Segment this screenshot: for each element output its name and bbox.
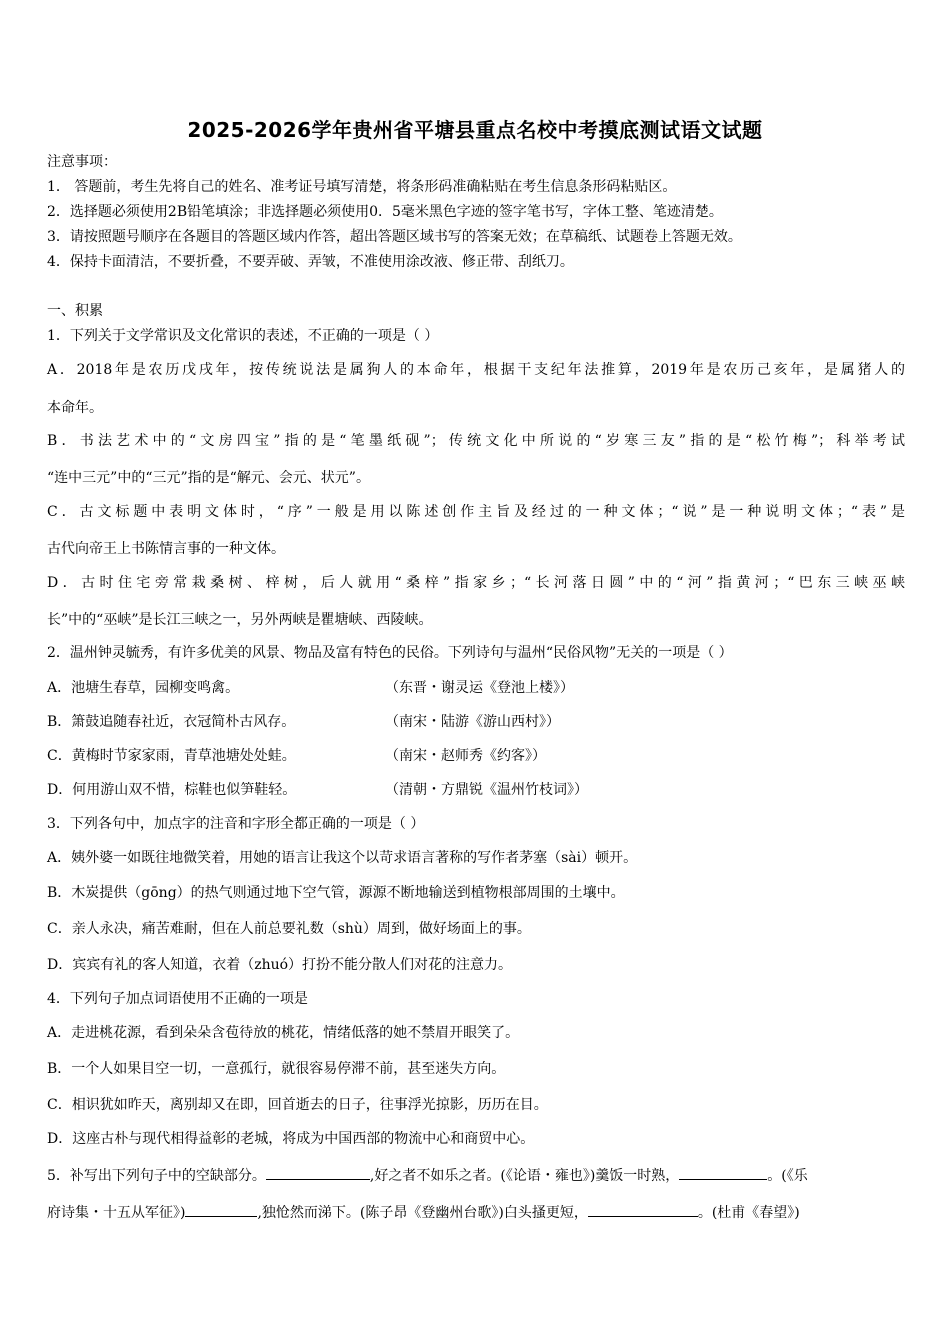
q5-line-2 — [47, 1202, 800, 1223]
q2-option-c-source: （南宋・赵师秀《约客》） — [385, 748, 546, 764]
q5-text-6: 。(杜甫《春望》) — [697, 1205, 800, 1221]
q2-option-d-source: （清朝・方鼎锐《温州竹枝词》） — [385, 782, 588, 798]
q5-blank-1[interactable] — [266, 1165, 370, 1180]
q2-option-d: D．何用游山双不惜，棕鞋也似笋鞋轻。 — [47, 782, 297, 798]
q4-stem: 4．下列句子加点词语使用不正确的一项是 — [47, 991, 308, 1007]
q3-option-b: B．木炭提供（gōng）的热气则通过地下空气管，源源不断地输送到植物根部周围的土壤中。 — [47, 885, 625, 901]
q1-option-a-cont: 本命年。 — [47, 400, 103, 416]
q2-option-b: B．箫鼓追随春社近，衣冠简朴古风存。 — [47, 714, 296, 730]
q2-option-c: C．黄梅时节家家雨，青草池塘处处蛙。 — [47, 748, 296, 764]
notice-item-2: 2．选择题必须使用2B铅笔填涂；非选择题必须使用0．5毫米黑色字迹的签字笔书写，字体工整、笔迹清楚。 — [47, 204, 723, 220]
q4-option-a: A．走进桃花源，看到朵朵含苞待放的桃花，情绪低落的她不禁眉开眼笑了。 — [47, 1025, 520, 1041]
q3-option-c: C．亲人永决，痛苦难耐，但在人前总要礼数（shù）周到，做好场面上的事。 — [47, 921, 531, 937]
q5-blank-2[interactable] — [679, 1165, 767, 1180]
q3-stem: 3．下列各句中，加点字的注音和字形全都正确的一项是（ ） — [47, 816, 425, 832]
notice-heading: 注意事项： — [47, 154, 117, 170]
q5-text-3: 。(《乐 — [767, 1168, 808, 1184]
q2-stem: 2．温州钟灵毓秀，有许多优美的风景、物品及富有特色的民俗。下列诗句与温州“民俗风物”无关的一项是（ ） — [47, 645, 733, 661]
q1-option-a: A．2018年是农历戊戌年，按传统说法是属狗人的本命年，根据干支纪年法推算，2019年是农历己亥年，是属猪人的 — [47, 362, 905, 378]
q1-option-c-cont: 古代向帝王上书陈情言事的一种文体。 — [47, 541, 285, 557]
q5-text-5: ,独怆然而涕下。(陈子昂《登幽州台歌》)白头搔更短， — [257, 1205, 588, 1221]
q5-blank-4[interactable] — [588, 1202, 698, 1217]
q5-text-2: ,好之者不如乐之者。(《论语・雍也》)羹饭一时熟， — [369, 1168, 680, 1184]
notice-item-3: 3．请按照题号顺序在各题目的答题区域内作答，超出答题区域书写的答案无效；在草稿纸、试题卷上答题无效。 — [47, 229, 742, 245]
q2-option-b-source: （南宋・陆游《游山西村》） — [385, 714, 560, 730]
q3-option-d: D．宾宾有礼的客人知道，衣着（zhuó）打扮不能分散人们对花的注意力。 — [47, 957, 513, 973]
q5-blank-3[interactable] — [185, 1202, 257, 1217]
q1-option-c: C．古文标题中表明文体时，“序”一般是用以陈述创作主旨及经过的一种文体；“说”是一种说明文体；“表”是 — [47, 504, 905, 520]
q5-line-1 — [47, 1165, 808, 1186]
section-heading: 一、积累 — [47, 303, 103, 319]
q5-text-1: 5．补写出下列句子中的空缺部分。 — [47, 1168, 266, 1184]
q1-option-b: B．书法艺术中的“文房四宝”指的是“笔墨纸砚”；传统文化中所说的“岁寒三友”指的是“松竹梅”；科举考试 — [47, 433, 905, 449]
q4-option-c: C．相识犹如昨天，离别却又在即，回首逝去的日子，往事浮光掠影，历历在目。 — [47, 1097, 548, 1113]
page-title: 2025-2026学年贵州省平塘县重点名校中考摸底测试语文试题 — [187, 118, 763, 142]
q5-text-4: 府诗集・十五从军征》) — [47, 1205, 186, 1221]
q1-option-d-cont: 长”中的“巫峡”是长江三峡之一，另外两峡是瞿塘峡、西陵峡。 — [47, 612, 433, 628]
q3-option-a: A．姨外婆一如既往地微笑着，用她的语言让我这个以苛求语言著称的写作者茅塞（sài）顿开。 — [47, 850, 638, 866]
q1-stem: 1．下列关于文学常识及文化常识的表述，不正确的一项是（ ） — [47, 328, 439, 344]
q1-option-b-cont: “连中三元”中的“三元”指的是“解元、会元、状元”。 — [47, 470, 370, 486]
q1-option-d: D．古时住宅旁常栽桑树、梓树，后人就用“桑梓”指家乡；“长河落日圆”中的“河”指黄河；“巴东三峡巫峡 — [47, 575, 905, 591]
q4-option-d: D．这座古朴与现代相得益彰的老城，将成为中国西部的物流中心和商贸中心。 — [47, 1131, 535, 1147]
notice-item-4: 4．保持卡面清洁，不要折叠，不要弄破、弄皱，不准使用涂改液、修正带、刮纸刀。 — [47, 254, 574, 270]
q4-option-b: B．一个人如果目空一切，一意孤行，就很容易停滞不前，甚至迷失方向。 — [47, 1061, 506, 1077]
q2-option-a: A．池塘生春草，园柳变鸣禽。 — [47, 680, 240, 696]
notice-item-1: 1． 答题前，考生先将自己的姓名、准考证号填写清楚，将条形码准确粘贴在考生信息条形码粘贴区。 — [47, 179, 677, 195]
q2-option-a-source: （东晋・谢灵运《登池上楼》） — [385, 680, 574, 696]
